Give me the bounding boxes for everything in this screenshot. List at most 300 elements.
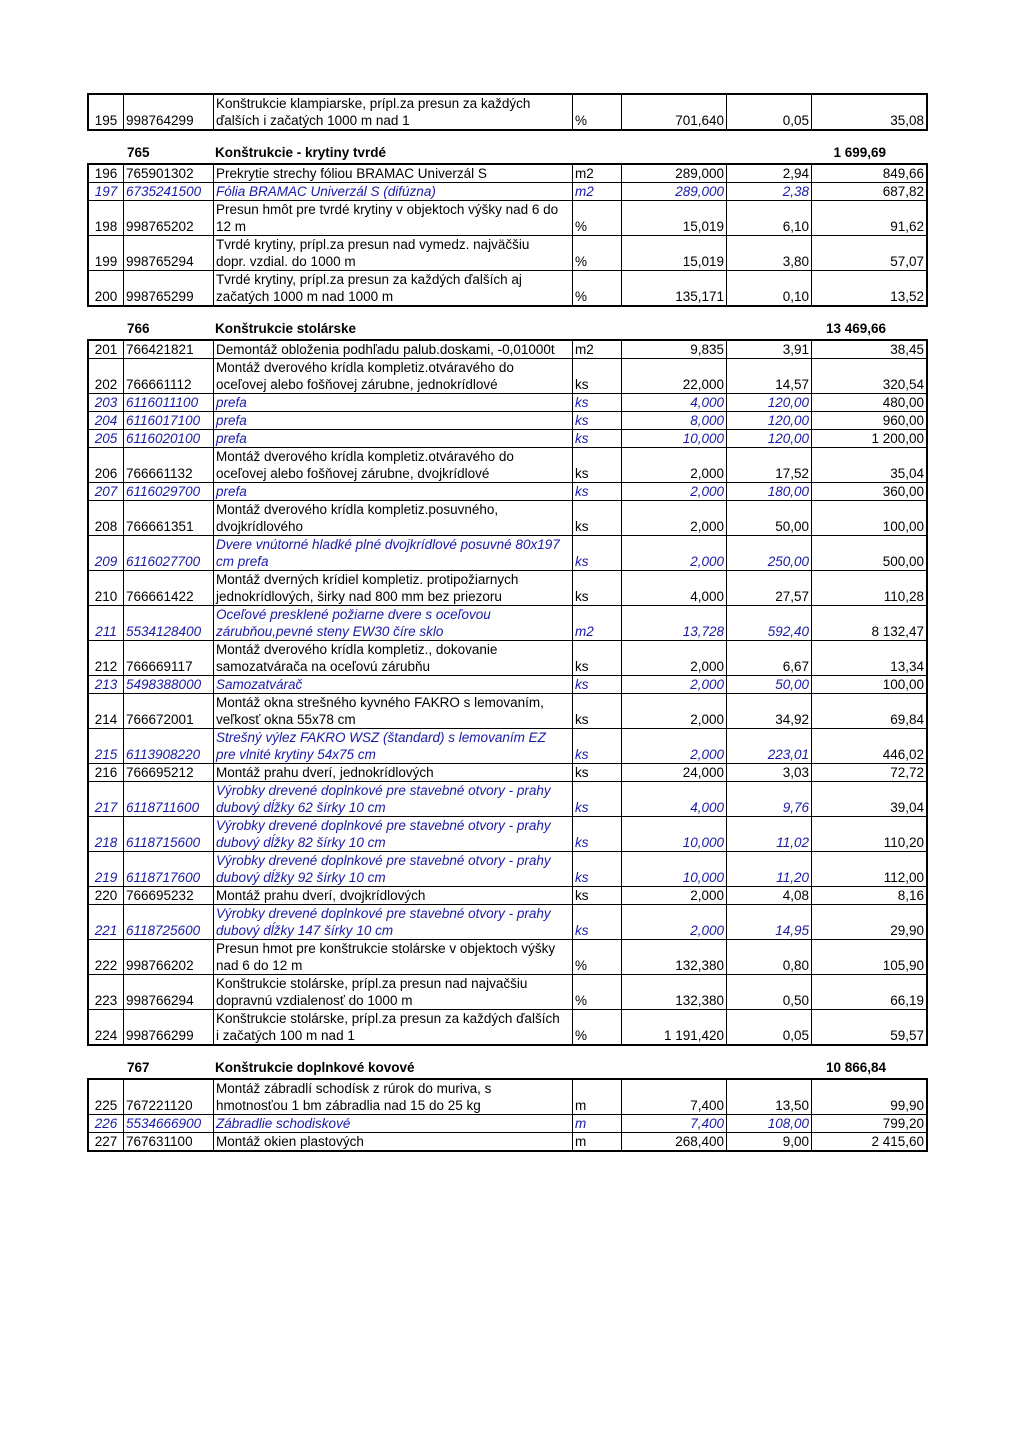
- item-quantity: 15,019: [622, 201, 727, 236]
- item-unit: ks: [573, 676, 622, 694]
- item-number: 215: [88, 729, 124, 764]
- item-number: 225: [88, 1079, 124, 1115]
- item-unit-price: 17,52: [727, 448, 812, 483]
- items-table: [87, 93, 928, 131]
- item-description: [214, 501, 573, 536]
- description-line: dvojkrídlového: [216, 519, 304, 534]
- item-number: 227: [88, 1133, 124, 1152]
- table-row: [88, 641, 927, 676]
- description-line: prefa: [216, 431, 247, 446]
- item-description: [214, 782, 573, 817]
- description-line: Montáž zábradlí schodísk z rúrok do muriva, s: [216, 1081, 492, 1096]
- table-row: [88, 606, 927, 641]
- item-unit: ks: [573, 394, 622, 412]
- description-line: Montáž okien plastových: [216, 1134, 364, 1149]
- description-line: prefa: [216, 484, 247, 499]
- item-number: 226: [88, 1115, 124, 1133]
- item-number: 202: [88, 359, 124, 394]
- table-row: [88, 782, 927, 817]
- item-total: 687,82: [812, 183, 928, 201]
- item-quantity: 2,000: [622, 536, 727, 571]
- item-number: 216: [88, 764, 124, 782]
- description-line: prefa: [216, 395, 247, 410]
- table-row: [88, 887, 927, 905]
- item-total: 112,00: [812, 852, 928, 887]
- item-description: [214, 975, 573, 1010]
- item-quantity: 289,000: [622, 183, 727, 201]
- item-code: 998766299: [124, 1010, 214, 1046]
- description-line: jednokrídlových, širky nad 800 mm bez priezoru: [216, 589, 502, 604]
- item-unit-price: 0,05: [727, 94, 812, 130]
- items-table: [87, 163, 928, 307]
- item-code: 6116020100: [124, 430, 214, 448]
- item-description: [214, 448, 573, 483]
- item-description: [214, 183, 573, 201]
- description-line: prefa: [216, 413, 247, 428]
- item-code: 5534666900: [124, 1115, 214, 1133]
- item-unit: m2: [573, 183, 622, 201]
- item-unit: ks: [573, 430, 622, 448]
- item-code: 6118711600: [124, 782, 214, 817]
- section-header: [87, 131, 890, 163]
- item-description: [214, 887, 573, 905]
- item-description: [214, 359, 573, 394]
- item-unit: ks: [573, 641, 622, 676]
- item-code: 6118725600: [124, 905, 214, 940]
- description-line: Výrobky drevené doplnkové pre stavebné otvory - prahy: [216, 818, 551, 833]
- item-unit: ks: [573, 887, 622, 905]
- item-description: [214, 852, 573, 887]
- item-total: 69,84: [812, 694, 928, 729]
- table-row: [88, 340, 927, 359]
- item-unit-price: 2,94: [727, 164, 812, 183]
- table-row: [88, 94, 927, 130]
- item-description: [214, 905, 573, 940]
- item-description: [214, 430, 573, 448]
- item-description: [214, 1133, 573, 1152]
- table-row: [88, 271, 927, 307]
- description-line: Fólia BRAMAC Univerzál S (difúzna): [216, 184, 436, 199]
- table-row: [88, 183, 927, 201]
- item-description: [214, 236, 573, 271]
- table-row: [88, 359, 927, 394]
- table-row: [88, 729, 927, 764]
- item-total: 99,90: [812, 1079, 928, 1115]
- item-description: [214, 1079, 573, 1115]
- item-description: [214, 201, 573, 236]
- item-total: 110,28: [812, 571, 928, 606]
- item-total: 13,34: [812, 641, 928, 676]
- item-quantity: 4,000: [622, 782, 727, 817]
- item-total: 360,00: [812, 483, 928, 501]
- description-line: zárubňou,pevné steny EW30 číre sklo: [216, 624, 444, 639]
- item-unit: ks: [573, 905, 622, 940]
- item-unit-price: 9,76: [727, 782, 812, 817]
- item-unit-price: 6,10: [727, 201, 812, 236]
- item-quantity: 2,000: [622, 694, 727, 729]
- item-total: 110,20: [812, 817, 928, 852]
- item-unit: %: [573, 236, 622, 271]
- description-line: 12 m: [216, 219, 247, 234]
- item-description: [214, 1115, 573, 1133]
- item-quantity: 15,019: [622, 236, 727, 271]
- item-code: 766661132: [124, 448, 214, 483]
- item-unit: ks: [573, 694, 622, 729]
- item-total: 500,00: [812, 536, 928, 571]
- item-number: 219: [88, 852, 124, 887]
- description-line: samozatvárača na oceľovú zárubňu: [216, 659, 431, 674]
- item-quantity: 2,000: [622, 729, 727, 764]
- item-quantity: 2,000: [622, 676, 727, 694]
- item-description: [214, 271, 573, 307]
- item-unit: ks: [573, 729, 622, 764]
- description-line: veľkosť okna 55x78 cm: [216, 712, 356, 727]
- table-row: [88, 501, 927, 536]
- item-quantity: 289,000: [622, 164, 727, 183]
- section-total: 13 469,66: [825, 321, 886, 336]
- item-number: 210: [88, 571, 124, 606]
- item-code: 6118715600: [124, 817, 214, 852]
- description-line: Montáž prahu dverí, jednokrídlových: [216, 765, 434, 780]
- item-code: 767631100: [124, 1133, 214, 1152]
- description-line: pre vlnité krytiny 54x75 cm: [216, 747, 376, 762]
- item-number: 221: [88, 905, 124, 940]
- item-code: 998766202: [124, 940, 214, 975]
- item-quantity: 2,000: [622, 887, 727, 905]
- table-row: [88, 905, 927, 940]
- item-unit-price: 34,92: [727, 694, 812, 729]
- item-code: 766695212: [124, 764, 214, 782]
- description-line: začatých 1000 m nad 1000 m: [216, 289, 394, 304]
- item-description: [214, 676, 573, 694]
- item-quantity: 10,000: [622, 852, 727, 887]
- item-unit: %: [573, 271, 622, 307]
- description-line: dopravnú vzdialenosť do 1000 m: [216, 993, 413, 1008]
- table-row: [88, 764, 927, 782]
- item-total: 8,16: [812, 887, 928, 905]
- item-total: 2 415,60: [812, 1133, 928, 1152]
- item-unit: %: [573, 1010, 622, 1046]
- item-total: 91,62: [812, 201, 928, 236]
- description-line: Prekrytie strechy fóliou BRAMAC Univerzál S: [216, 166, 487, 181]
- description-line: i začatých 100 m nad 1: [216, 1028, 355, 1043]
- item-total: 320,54: [812, 359, 928, 394]
- description-line: Montáž dverných krídiel kompletiz. protipožiarnych: [216, 572, 519, 587]
- item-code: 998765299: [124, 271, 214, 307]
- item-total: 35,08: [812, 94, 928, 130]
- item-unit-price: 108,00: [727, 1115, 812, 1133]
- item-total: 38,45: [812, 340, 928, 359]
- item-unit-price: 11,02: [727, 817, 812, 852]
- description-line: Oceľové presklené požiarne dvere s oceľovou: [216, 607, 491, 622]
- item-code: 766672001: [124, 694, 214, 729]
- item-quantity: 132,380: [622, 940, 727, 975]
- description-line: dopr. vzdial. do 1000 m: [216, 254, 356, 269]
- section-total: 1 699,69: [833, 145, 886, 160]
- description-line: Konštrukcie stolárske, prípl.za presun nad najvačšiu: [216, 976, 528, 991]
- item-unit: m2: [573, 340, 622, 359]
- section-header: [87, 1046, 890, 1078]
- item-unit-price: 180,00: [727, 483, 812, 501]
- description-line: Montáž dverového krídla kompletiz.otváravého do: [216, 449, 514, 464]
- item-code: 6116029700: [124, 483, 214, 501]
- item-unit: m: [573, 1133, 622, 1152]
- item-number: 208: [88, 501, 124, 536]
- item-quantity: 135,171: [622, 271, 727, 307]
- description-line: dubový dĺžky 92 šírky 10 cm: [216, 870, 386, 885]
- item-unit-price: 120,00: [727, 394, 812, 412]
- item-unit-price: 0,05: [727, 1010, 812, 1046]
- item-code: 6116011100: [124, 394, 214, 412]
- table-row: [88, 975, 927, 1010]
- item-unit: m: [573, 1115, 622, 1133]
- table-row: [88, 201, 927, 236]
- item-quantity: 2,000: [622, 905, 727, 940]
- item-code: 998764299: [124, 94, 214, 130]
- description-line: oceľovej alebo fošňovej zárubne, jednokrídlové: [216, 377, 498, 392]
- item-unit-price: 9,00: [727, 1133, 812, 1152]
- item-unit-price: 50,00: [727, 676, 812, 694]
- table-row: [88, 236, 927, 271]
- item-number: 214: [88, 694, 124, 729]
- item-code: 6735241500: [124, 183, 214, 201]
- item-code: 765901302: [124, 164, 214, 183]
- item-quantity: 24,000: [622, 764, 727, 782]
- item-number: 213: [88, 676, 124, 694]
- table-row: [88, 430, 927, 448]
- item-unit: ks: [573, 536, 622, 571]
- item-number: 224: [88, 1010, 124, 1046]
- item-description: [214, 571, 573, 606]
- item-code: 998766294: [124, 975, 214, 1010]
- table-row: [88, 694, 927, 729]
- item-quantity: 1 191,420: [622, 1010, 727, 1046]
- description-line: oceľovej alebo fošňovej zárubne, dvojkrídlové: [216, 466, 490, 481]
- item-description: [214, 694, 573, 729]
- item-description: [214, 1010, 573, 1046]
- item-number: 195: [88, 94, 124, 130]
- item-unit: ks: [573, 359, 622, 394]
- item-description: [214, 412, 573, 430]
- item-unit-price: 27,57: [727, 571, 812, 606]
- item-quantity: 2,000: [622, 501, 727, 536]
- table-row: [88, 1133, 927, 1152]
- item-total: 29,90: [812, 905, 928, 940]
- budget-page: [87, 93, 924, 1152]
- item-description: [214, 641, 573, 676]
- description-line: ďalších i začatých 1000 m nad 1: [216, 113, 410, 128]
- table-row: [88, 571, 927, 606]
- item-quantity: 2,000: [622, 483, 727, 501]
- item-total: 849,66: [812, 164, 928, 183]
- item-code: 998765294: [124, 236, 214, 271]
- description-line: dubový dĺžky 62 šírky 10 cm: [216, 800, 386, 815]
- item-description: [214, 94, 573, 130]
- item-total: 480,00: [812, 394, 928, 412]
- item-number: 212: [88, 641, 124, 676]
- item-total: 72,72: [812, 764, 928, 782]
- item-total: 960,00: [812, 412, 928, 430]
- item-unit: %: [573, 94, 622, 130]
- table-row: [88, 940, 927, 975]
- item-quantity: 132,380: [622, 975, 727, 1010]
- description-line: Konštrukcie stolárske, prípl.za presun za každých ďalších: [216, 1011, 560, 1026]
- description-line: Zábradlie schodiskové: [216, 1116, 351, 1131]
- item-number: 204: [88, 412, 124, 430]
- item-quantity: 22,000: [622, 359, 727, 394]
- description-line: Konštrukcie klampiarske, prípl.za presun za každých: [216, 96, 531, 111]
- description-line: Montáž dverového krídla kompletiz., dokovanie: [216, 642, 498, 657]
- item-code: 766661351: [124, 501, 214, 536]
- item-unit-price: 4,08: [727, 887, 812, 905]
- item-unit: %: [573, 975, 622, 1010]
- item-code: 766669117: [124, 641, 214, 676]
- item-number: 199: [88, 236, 124, 271]
- description-line: Presun hmôt pre tvrdé krytiny v objektoch výšky nad 6 do: [216, 202, 559, 217]
- description-line: hmotnosťou 1 bm zábradlia nad 15 do 25 kg: [216, 1098, 481, 1113]
- item-unit-price: 6,67: [727, 641, 812, 676]
- item-description: [214, 817, 573, 852]
- item-total: 59,57: [812, 1010, 928, 1046]
- item-number: 211: [88, 606, 124, 641]
- item-unit-price: 13,50: [727, 1079, 812, 1115]
- item-unit-price: 3,91: [727, 340, 812, 359]
- description-line: Demontáž obloženia podhľadu palub.doskami, -0,01000t: [216, 342, 555, 357]
- item-number: 201: [88, 340, 124, 359]
- section-total: 10 866,84: [825, 1060, 886, 1075]
- item-code: 6118717600: [124, 852, 214, 887]
- item-unit-price: 120,00: [727, 412, 812, 430]
- description-line: Výrobky drevené doplnkové pre stavebné otvory - prahy: [216, 783, 551, 798]
- item-quantity: 701,640: [622, 94, 727, 130]
- item-number: 218: [88, 817, 124, 852]
- item-total: 1 200,00: [812, 430, 928, 448]
- item-quantity: 4,000: [622, 394, 727, 412]
- item-unit-price: 14,57: [727, 359, 812, 394]
- description-line: Montáž dverového krídla kompletiz.posuvného,: [216, 502, 499, 517]
- item-unit-price: 11,20: [727, 852, 812, 887]
- table-row: [88, 1115, 927, 1133]
- description-line: Dvere vnútorné hladké plné dvojkrídlové posuvné 80x197: [216, 537, 560, 552]
- item-unit: ks: [573, 483, 622, 501]
- item-unit: ks: [573, 412, 622, 430]
- item-description: [214, 394, 573, 412]
- item-number: 200: [88, 271, 124, 307]
- section-name: Konštrukcie doplnkové kovové: [215, 1060, 415, 1075]
- item-number: 198: [88, 201, 124, 236]
- item-code: 5534128400: [124, 606, 214, 641]
- item-description: [214, 940, 573, 975]
- item-total: 446,02: [812, 729, 928, 764]
- description-line: Samozatvárač: [216, 677, 303, 692]
- item-total: 105,90: [812, 940, 928, 975]
- item-total: 799,20: [812, 1115, 928, 1133]
- item-unit: ks: [573, 852, 622, 887]
- item-total: 66,19: [812, 975, 928, 1010]
- section-name: Konštrukcie stolárske: [215, 321, 357, 336]
- item-quantity: 13,728: [622, 606, 727, 641]
- item-unit: m2: [573, 164, 622, 183]
- description-line: Výrobky drevené doplnkové pre stavebné otvory - prahy: [216, 853, 551, 868]
- item-unit-price: 0,50: [727, 975, 812, 1010]
- table-row: [88, 164, 927, 183]
- item-total: 35,04: [812, 448, 928, 483]
- item-description: [214, 606, 573, 641]
- item-unit-price: 2,38: [727, 183, 812, 201]
- item-description: [214, 536, 573, 571]
- item-quantity: 8,000: [622, 412, 727, 430]
- item-unit-price: 592,40: [727, 606, 812, 641]
- table-row: [88, 412, 927, 430]
- description-line: Výrobky drevené doplnkové pre stavebné otvory - prahy: [216, 906, 551, 921]
- item-unit-price: 14,95: [727, 905, 812, 940]
- item-total: 8 132,47: [812, 606, 928, 641]
- description-line: Tvrdé krytiny, prípl.za presun nad vymedz. najväčšiu: [216, 237, 530, 252]
- item-code: 766661422: [124, 571, 214, 606]
- description-line: Presun hmot pre konštrukcie stolárske v objektoch výšky: [216, 941, 556, 956]
- items-table: [87, 1078, 928, 1152]
- item-quantity: 4,000: [622, 571, 727, 606]
- description-line: Tvrdé krytiny, prípl.za presun za každých ďalších aj: [216, 272, 522, 287]
- table-row: [88, 676, 927, 694]
- table-row: [88, 1010, 927, 1046]
- item-total: 57,07: [812, 236, 928, 271]
- item-quantity: 9,835: [622, 340, 727, 359]
- item-code: 6113908220: [124, 729, 214, 764]
- item-description: [214, 164, 573, 183]
- item-unit-price: 3,03: [727, 764, 812, 782]
- description-line: dubový dĺžky 82 šírky 10 cm: [216, 835, 386, 850]
- item-unit-price: 0,80: [727, 940, 812, 975]
- item-code: 766661112: [124, 359, 214, 394]
- item-total: 13,52: [812, 271, 928, 307]
- table-row: [88, 536, 927, 571]
- item-unit: %: [573, 940, 622, 975]
- item-quantity: 268,400: [622, 1133, 727, 1152]
- item-quantity: 2,000: [622, 641, 727, 676]
- item-description: [214, 340, 573, 359]
- section-name: Konštrukcie - krytiny tvrdé: [215, 145, 387, 160]
- item-number: 223: [88, 975, 124, 1010]
- item-description: [214, 729, 573, 764]
- description-line: nad 6 do 12 m: [216, 958, 303, 973]
- section-code: 766: [127, 321, 150, 336]
- item-unit: ks: [573, 571, 622, 606]
- item-quantity: 7,400: [622, 1115, 727, 1133]
- table-row: [88, 448, 927, 483]
- item-total: 39,04: [812, 782, 928, 817]
- item-unit-price: 0,10: [727, 271, 812, 307]
- item-code: 767221120: [124, 1079, 214, 1115]
- description-line: Montáž prahu dverí, dvojkrídlových: [216, 888, 426, 903]
- item-unit-price: 3,80: [727, 236, 812, 271]
- description-line: Strešný výlez FAKRO WSZ (štandard) s lemovaním EZ: [216, 730, 546, 745]
- item-code: 6116027700: [124, 536, 214, 571]
- table-row: [88, 394, 927, 412]
- item-description: [214, 483, 573, 501]
- item-unit-price: 223,01: [727, 729, 812, 764]
- item-quantity: 10,000: [622, 430, 727, 448]
- item-code: 6116017100: [124, 412, 214, 430]
- item-unit: ks: [573, 782, 622, 817]
- item-code: 998765202: [124, 201, 214, 236]
- description-line: Montáž okna strešného kyvného FAKRO s lemovaním,: [216, 695, 544, 710]
- item-unit-price: 120,00: [727, 430, 812, 448]
- item-quantity: 7,400: [622, 1079, 727, 1115]
- item-number: 207: [88, 483, 124, 501]
- item-unit-price: 250,00: [727, 536, 812, 571]
- item-code: 766695232: [124, 887, 214, 905]
